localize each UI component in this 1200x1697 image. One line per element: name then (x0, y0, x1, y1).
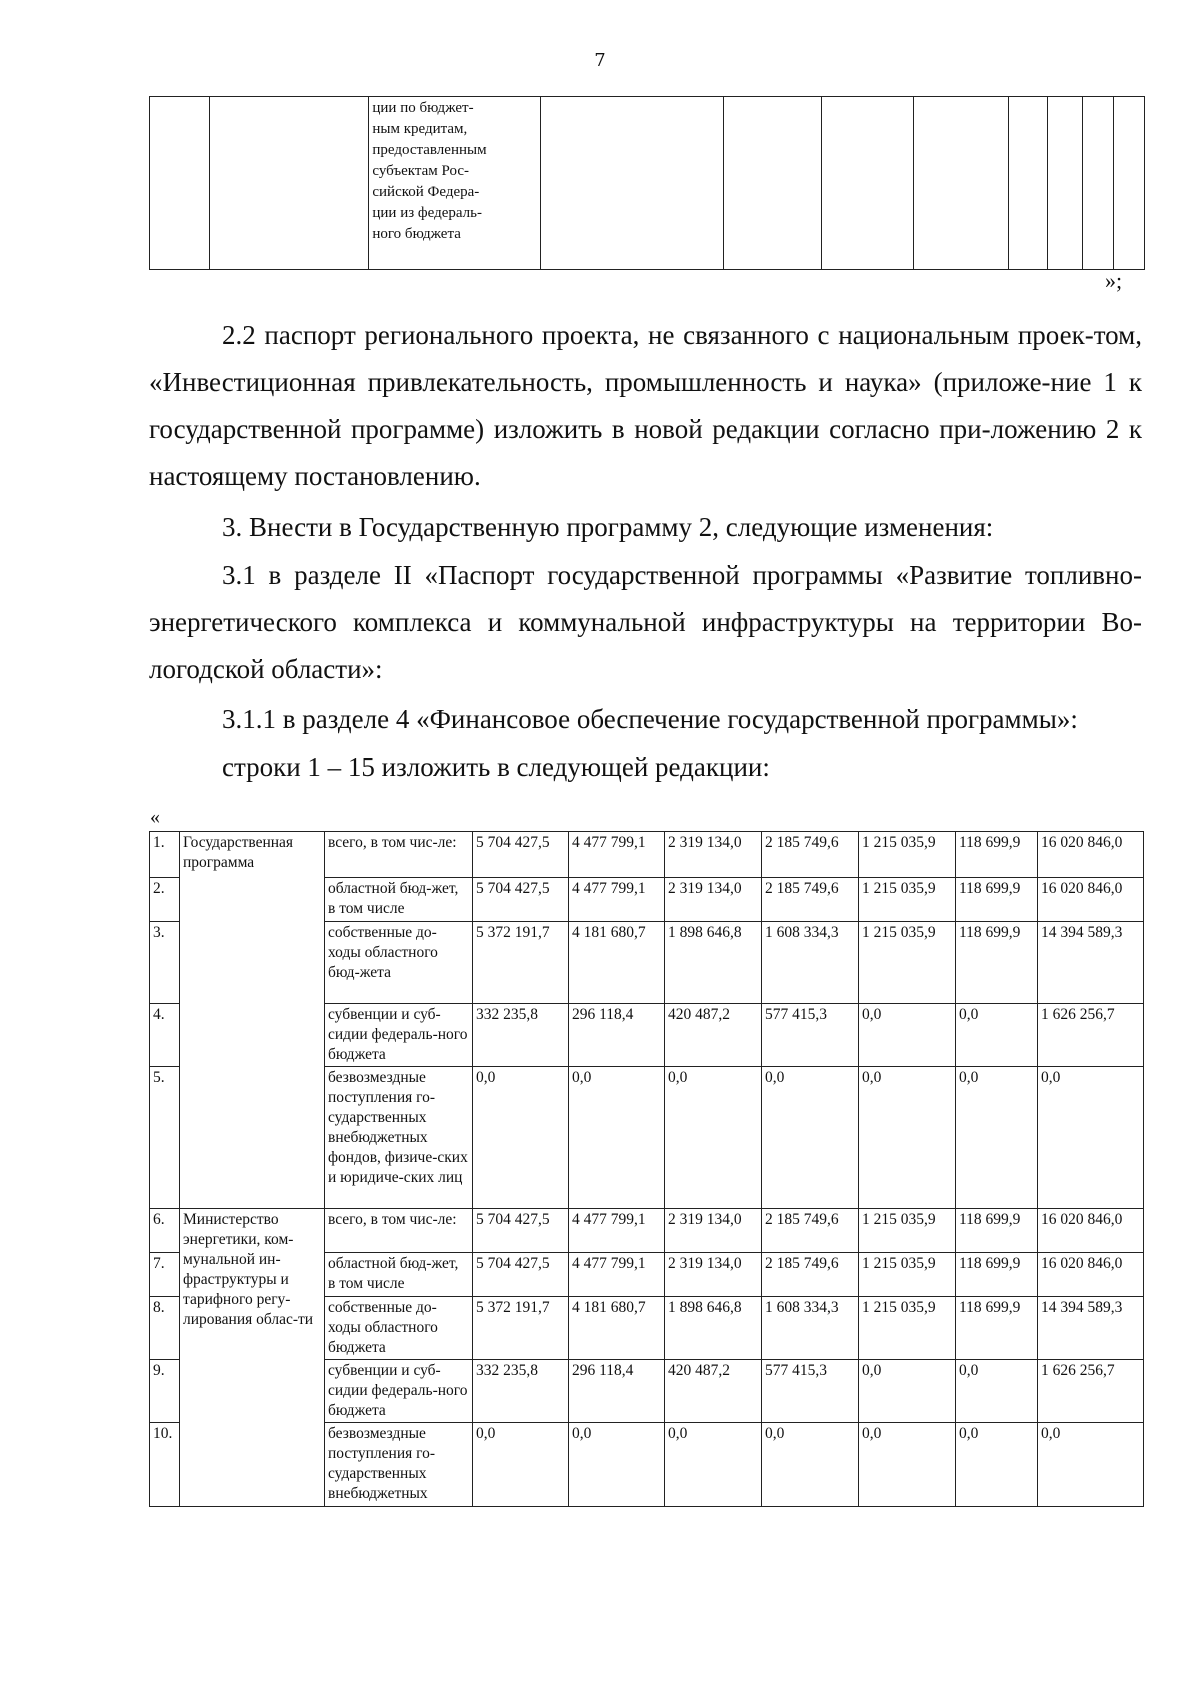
empty-cell (150, 97, 210, 270)
empty-cell (1008, 97, 1047, 270)
value-cell: 4 181 680,7 (569, 922, 665, 1004)
value-cell: 118 699,9 (956, 878, 1038, 922)
value-cell: 0,0 (1038, 1423, 1144, 1507)
value-cell: 16 020 846,0 (1038, 1253, 1144, 1297)
value-cell: 2 185 749,6 (762, 878, 859, 922)
value-cell: 332 235,8 (473, 1360, 569, 1423)
value-cell: 577 415,3 (762, 1004, 859, 1067)
row-number: 7. (150, 1253, 180, 1297)
value-cell: 4 181 680,7 (569, 1297, 665, 1360)
value-cell: 296 118,4 (569, 1360, 665, 1423)
value-cell: 1 215 035,9 (859, 1297, 956, 1360)
source-label: субвенции и суб-сидии федераль-ного бюджета (325, 1360, 473, 1423)
value-cell: 2 319 134,0 (665, 1253, 762, 1297)
continued-line: ного бюджета (372, 226, 461, 242)
value-cell: 2 319 134,0 (665, 832, 762, 878)
value-cell: 0,0 (859, 1004, 956, 1067)
source-label: собственные до-ходы областного бюджета (325, 1297, 473, 1360)
value-cell: 2 185 749,6 (762, 832, 859, 878)
value-cell: 0,0 (859, 1360, 956, 1423)
value-cell: 16 020 846,0 (1038, 1209, 1144, 1253)
paragraph-3: 3. Внести в Государственную программу 2, следующие изменения: (222, 512, 994, 542)
source-label: всего, в том чис-ле: (325, 832, 473, 878)
value-cell: 5 704 427,5 (473, 832, 569, 878)
value-cell: 118 699,9 (956, 922, 1038, 1004)
value-cell: 16 020 846,0 (1038, 878, 1144, 922)
value-cell: 118 699,9 (956, 1209, 1038, 1253)
value-cell: 1 215 035,9 (859, 1253, 956, 1297)
source-label: областной бюд-жет, в том числе (325, 878, 473, 922)
continued-line: ции по бюджет- (372, 100, 474, 116)
continued-cell-text (369, 97, 541, 270)
value-cell: 4 477 799,1 (569, 1253, 665, 1297)
value-cell: 0,0 (665, 1423, 762, 1507)
value-cell: 577 415,3 (762, 1360, 859, 1423)
group-name: Государственная программа (180, 832, 325, 1209)
source-label: областной бюд-жет, в том числе (325, 1253, 473, 1297)
value-cell: 0,0 (569, 1423, 665, 1507)
row-number: 5. (150, 1067, 180, 1209)
row-number: 2. (150, 878, 180, 922)
value-cell: 0,0 (956, 1423, 1038, 1507)
row-number: 1. (150, 832, 180, 878)
value-cell: 2 319 134,0 (665, 1209, 762, 1253)
value-cell: 0,0 (665, 1067, 762, 1209)
page-number: 7 (594, 50, 606, 71)
row-number: 10. (150, 1423, 180, 1507)
value-cell: 118 699,9 (956, 1297, 1038, 1360)
value-cell: 14 394 589,3 (1038, 1297, 1144, 1360)
group-name: Министерство энергетики, ком-мунальной ин-фраструктуры и тарифного регу-лирования облас-ти (180, 1209, 325, 1507)
source-label: субвенции и суб-сидии федераль-ного бюджета (325, 1004, 473, 1067)
source-label: собственные до-ходы областного бюд-жета (325, 922, 473, 1004)
value-cell: 0,0 (1038, 1067, 1144, 1209)
closing-quote: »; (1105, 268, 1123, 293)
value-cell: 1 608 334,3 (762, 1297, 859, 1360)
empty-cell (1114, 97, 1145, 270)
source-label: безвозмездные поступления го-сударственных внебюджетных (325, 1423, 473, 1507)
value-cell: 0,0 (473, 1423, 569, 1507)
value-cell: 16 020 846,0 (1038, 832, 1144, 878)
row-number: 6. (150, 1209, 180, 1253)
value-cell: 0,0 (956, 1067, 1038, 1209)
value-cell: 118 699,9 (956, 1253, 1038, 1297)
value-cell: 420 487,2 (665, 1004, 762, 1067)
value-cell: 5 704 427,5 (473, 1253, 569, 1297)
value-cell: 5 372 191,7 (473, 922, 569, 1004)
value-cell: 1 215 035,9 (859, 1209, 956, 1253)
table-row (150, 832, 1144, 878)
value-cell: 296 118,4 (569, 1004, 665, 1067)
row-number: 9. (150, 1360, 180, 1423)
value-cell: 1 608 334,3 (762, 922, 859, 1004)
source-label: безвозмездные поступления го-сударственных внебюджетных фондов, физиче-ских и юридиче-ских лиц (325, 1067, 473, 1209)
row-number: 8. (150, 1297, 180, 1360)
value-cell: 2 185 749,6 (762, 1209, 859, 1253)
value-cell: 1 626 256,7 (1038, 1004, 1144, 1067)
empty-cell (209, 97, 369, 270)
value-cell: 0,0 (859, 1067, 956, 1209)
value-cell: 0,0 (956, 1360, 1038, 1423)
paragraph-3-1: 3.1 в разделе II «Паспорт государственной программы «Развитие топливно-энергетического комплекса и коммунальной инфраструктуры на территории Во-логодской области»: (149, 560, 1142, 684)
paragraph-2-2: 2.2 паспорт регионального проекта, не связанного с национальным проек-том, «Инвестиционная привлекательность, промышленность и наука» (приложе-ние 1 к государственной программе) изложить в новой редакции согласно при-ложению 2 к настоящему постановлению. (149, 320, 1142, 491)
row-number: 3. (150, 922, 180, 1004)
empty-cell (1048, 97, 1083, 270)
value-cell: 5 704 427,5 (473, 878, 569, 922)
continued-line: ции из федераль- (372, 205, 482, 221)
row-number: 4. (150, 1004, 180, 1067)
value-cell: 4 477 799,1 (569, 878, 665, 922)
value-cell: 4 477 799,1 (569, 1209, 665, 1253)
continued-table (149, 96, 1145, 270)
empty-cell (821, 97, 914, 270)
opening-quote: « (150, 806, 160, 828)
value-cell: 1 898 646,8 (665, 922, 762, 1004)
table-row (150, 1209, 1144, 1253)
source-label: всего, в том чис-ле: (325, 1209, 473, 1253)
continued-line: предоставленным (372, 142, 487, 158)
value-cell: 1 215 035,9 (859, 878, 956, 922)
value-cell: 4 477 799,1 (569, 832, 665, 878)
value-cell: 118 699,9 (956, 832, 1038, 878)
value-cell: 2 185 749,6 (762, 1253, 859, 1297)
value-cell: 5 704 427,5 (473, 1209, 569, 1253)
value-cell: 0,0 (859, 1423, 956, 1507)
value-cell: 1 626 256,7 (1038, 1360, 1144, 1423)
empty-cell (541, 97, 723, 270)
paragraph-3-1-1: 3.1.1 в разделе 4 «Финансовое обеспечение государственной программы»: (222, 704, 1078, 734)
empty-cell (1083, 97, 1114, 270)
continued-line: субъектам Рос- (372, 163, 470, 179)
value-cell: 0,0 (956, 1004, 1038, 1067)
value-cell: 1 215 035,9 (859, 832, 956, 878)
empty-cell (723, 97, 821, 270)
value-cell: 14 394 589,3 (1038, 922, 1144, 1004)
value-cell: 1 898 646,8 (665, 1297, 762, 1360)
empty-cell (914, 97, 1009, 270)
value-cell: 332 235,8 (473, 1004, 569, 1067)
value-cell: 2 319 134,0 (665, 878, 762, 922)
value-cell: 1 215 035,9 (859, 922, 956, 1004)
value-cell: 0,0 (473, 1067, 569, 1209)
value-cell: 0,0 (569, 1067, 665, 1209)
value-cell: 0,0 (762, 1423, 859, 1507)
continued-line: сийской Федера- (372, 184, 480, 200)
value-cell: 420 487,2 (665, 1360, 762, 1423)
paragraph-rows-instruction: строки 1 – 15 изложить в следующей редакции: (222, 752, 770, 782)
value-cell: 0,0 (762, 1067, 859, 1209)
continued-line: ным кредитам, (372, 121, 468, 137)
value-cell: 5 372 191,7 (473, 1297, 569, 1360)
financing-table (149, 831, 1144, 1507)
